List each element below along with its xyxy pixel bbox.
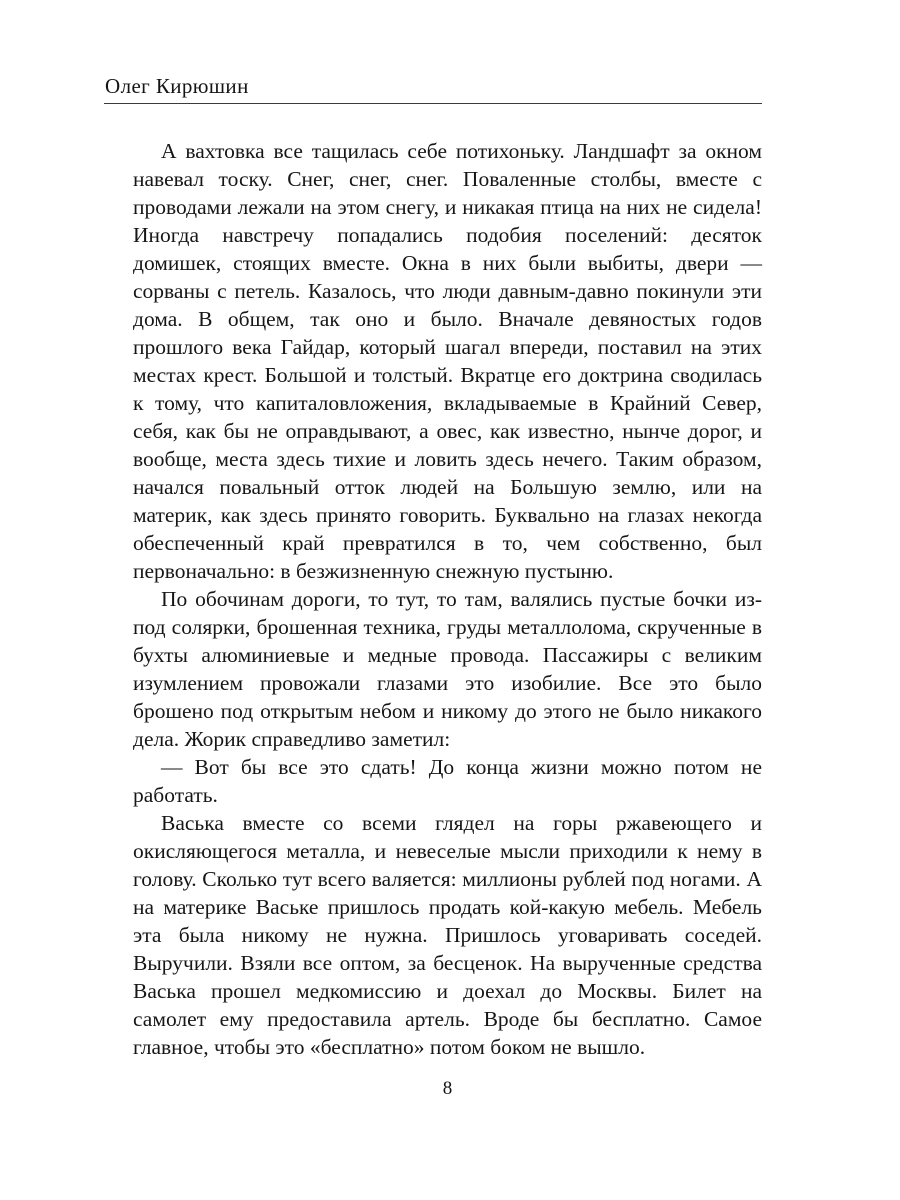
paragraph: — Вот бы все это сдать! До конца жизни можно потом не работать. (133, 755, 762, 807)
paragraph: А вахтовка все тащилась себе потихоньку. Ландшафт за окном навевал тоску. Снег, снег, снег. Поваленные столбы, вместе с проводами лежали на этом снегу, и никакая птица на них не сидела! Иногда навстречу попадались подобия поселений: десяток домишек, стоящих вместе. Окна в них были выбиты, двери — сорваны с петель. Казалось, что люди давным-давно покинули эти дома. В общем, так оно и было. Вначале девяностых годов прошлого века Гайдар, который шагал впереди, поставил на этих местах крест. Большой и толстый. Вкратце его доктрина сводилась к тому, что капиталовложения, вкладываемые в Крайний Север, себя, как бы не оправдывают, а овес, как известно, нынче дорог, и вообще, места здесь тихие и ловить здесь нечего. Таким образом, начался повальный отток людей на Большую землю, или на материк, как здесь принято говорить. Буквально на глазах некогда обеспеченный край превратился в то, чем собственно, был первоначально: в безжизненную снежную пустыню. (133, 139, 762, 583)
page-body (133, 137, 762, 1061)
page-number: 8 (442, 1078, 453, 1099)
paragraph: Васька вместе со всеми глядел на горы ржавеющего и окисляющегося металла, и невеселые мысли приходили к нему в голову. Сколько тут всего валяется: миллионы рублей под ногами. А на материке Ваське пришлось продать кой-какую мебель. Мебель эта была никому не нужна. Пришлось уговаривать соседей. Выручили. Взяли все оптом, за бесценок. На вырученные средства Васька прошел медкомиссию и доехал до Москвы. Билет на самолет ему предоставила артель. Вроде бы бесплатно. Самое главное, чтобы это «бесплатно» потом боком не вышло. (133, 811, 762, 1059)
paragraph: По обочинам дороги, то тут, то там, валялись пустые бочки из-под солярки, брошенная техника, груды металлолома, скрученные в бухты алюминиевые и медные провода. Пассажиры с великим изумлением провожали глазами это изобилие. Все это было брошено под открытым небом и никому до этого не было никакого дела. Жорик справедливо заметил: (133, 587, 762, 751)
header-rule (104, 103, 762, 104)
running-header-author: Олег Кирюшин (105, 74, 249, 98)
